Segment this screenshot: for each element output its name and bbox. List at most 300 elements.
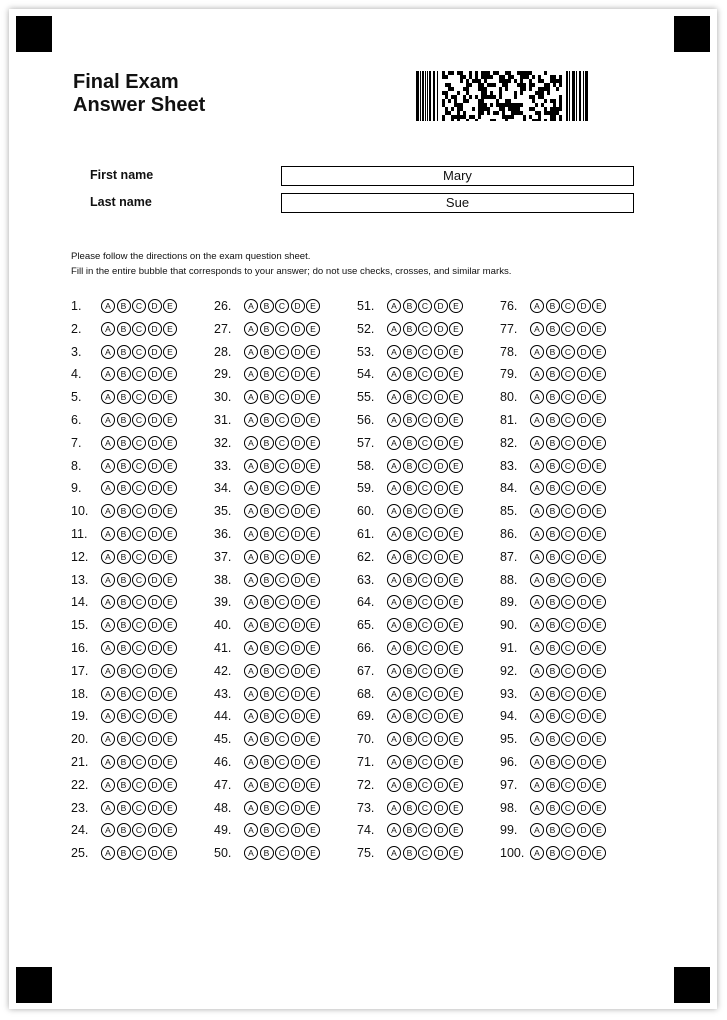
- answer-bubble-d[interactable]: D: [291, 573, 305, 587]
- answer-bubble-d[interactable]: D: [148, 436, 162, 450]
- answer-bubble-d[interactable]: D: [148, 778, 162, 792]
- answer-bubble-d[interactable]: D: [434, 481, 448, 495]
- answer-bubble-b[interactable]: B: [117, 299, 131, 313]
- answer-bubble-c[interactable]: C: [418, 413, 432, 427]
- answer-bubble-b[interactable]: B: [403, 481, 417, 495]
- answer-bubble-a[interactable]: A: [101, 550, 115, 564]
- answer-bubble-e[interactable]: E: [306, 709, 320, 723]
- answer-bubble-d[interactable]: D: [148, 481, 162, 495]
- answer-bubble-a[interactable]: A: [530, 823, 544, 837]
- answer-bubble-b[interactable]: B: [117, 823, 131, 837]
- answer-bubble-d[interactable]: D: [148, 550, 162, 564]
- answer-bubble-d[interactable]: D: [434, 550, 448, 564]
- answer-bubble-e[interactable]: E: [449, 390, 463, 404]
- answer-bubble-b[interactable]: B: [260, 687, 274, 701]
- answer-bubble-a[interactable]: A: [387, 550, 401, 564]
- answer-bubble-a[interactable]: A: [244, 778, 258, 792]
- answer-bubble-a[interactable]: A: [244, 459, 258, 473]
- answer-bubble-a[interactable]: A: [101, 299, 115, 313]
- answer-bubble-c[interactable]: C: [561, 709, 575, 723]
- answer-bubble-c[interactable]: C: [418, 709, 432, 723]
- answer-bubble-d[interactable]: D: [148, 823, 162, 837]
- answer-bubble-a[interactable]: A: [530, 709, 544, 723]
- answer-bubble-a[interactable]: A: [101, 413, 115, 427]
- answer-bubble-e[interactable]: E: [592, 550, 606, 564]
- answer-bubble-d[interactable]: D: [291, 823, 305, 837]
- answer-bubble-b[interactable]: B: [403, 709, 417, 723]
- answer-bubble-b[interactable]: B: [546, 367, 560, 381]
- answer-bubble-a[interactable]: A: [530, 595, 544, 609]
- answer-bubble-c[interactable]: C: [132, 527, 146, 541]
- answer-bubble-d[interactable]: D: [291, 299, 305, 313]
- answer-bubble-d[interactable]: D: [291, 413, 305, 427]
- answer-bubble-c[interactable]: C: [275, 732, 289, 746]
- answer-bubble-d[interactable]: D: [577, 322, 591, 336]
- answer-bubble-d[interactable]: D: [148, 732, 162, 746]
- answer-bubble-a[interactable]: A: [530, 481, 544, 495]
- answer-bubble-d[interactable]: D: [434, 527, 448, 541]
- answer-bubble-e[interactable]: E: [592, 641, 606, 655]
- answer-bubble-d[interactable]: D: [577, 664, 591, 678]
- answer-bubble-a[interactable]: A: [101, 664, 115, 678]
- answer-bubble-c[interactable]: C: [561, 481, 575, 495]
- answer-bubble-b[interactable]: B: [260, 436, 274, 450]
- answer-bubble-b[interactable]: B: [117, 801, 131, 815]
- answer-bubble-d[interactable]: D: [434, 595, 448, 609]
- answer-bubble-e[interactable]: E: [592, 345, 606, 359]
- answer-bubble-b[interactable]: B: [117, 732, 131, 746]
- answer-bubble-a[interactable]: A: [387, 595, 401, 609]
- answer-bubble-b[interactable]: B: [117, 459, 131, 473]
- answer-bubble-c[interactable]: C: [132, 550, 146, 564]
- answer-bubble-d[interactable]: D: [148, 846, 162, 860]
- answer-bubble-d[interactable]: D: [148, 390, 162, 404]
- answer-bubble-e[interactable]: E: [592, 459, 606, 473]
- answer-bubble-e[interactable]: E: [592, 709, 606, 723]
- answer-bubble-b[interactable]: B: [260, 504, 274, 518]
- answer-bubble-d[interactable]: D: [148, 322, 162, 336]
- answer-bubble-e[interactable]: E: [449, 778, 463, 792]
- answer-bubble-d[interactable]: D: [434, 618, 448, 632]
- answer-bubble-a[interactable]: A: [101, 641, 115, 655]
- answer-bubble-e[interactable]: E: [163, 687, 177, 701]
- answer-bubble-b[interactable]: B: [403, 390, 417, 404]
- answer-bubble-c[interactable]: C: [418, 618, 432, 632]
- answer-bubble-b[interactable]: B: [260, 527, 274, 541]
- answer-bubble-e[interactable]: E: [449, 641, 463, 655]
- answer-bubble-a[interactable]: A: [530, 550, 544, 564]
- answer-bubble-c[interactable]: C: [561, 322, 575, 336]
- answer-bubble-d[interactable]: D: [434, 573, 448, 587]
- answer-bubble-b[interactable]: B: [546, 664, 560, 678]
- answer-bubble-a[interactable]: A: [101, 846, 115, 860]
- answer-bubble-d[interactable]: D: [577, 573, 591, 587]
- answer-bubble-b[interactable]: B: [117, 641, 131, 655]
- answer-bubble-d[interactable]: D: [577, 436, 591, 450]
- answer-bubble-a[interactable]: A: [530, 618, 544, 632]
- answer-bubble-e[interactable]: E: [306, 823, 320, 837]
- answer-bubble-e[interactable]: E: [449, 595, 463, 609]
- answer-bubble-d[interactable]: D: [577, 481, 591, 495]
- answer-bubble-c[interactable]: C: [561, 778, 575, 792]
- answer-bubble-e[interactable]: E: [163, 732, 177, 746]
- answer-bubble-c[interactable]: C: [418, 367, 432, 381]
- answer-bubble-d[interactable]: D: [148, 618, 162, 632]
- answer-bubble-a[interactable]: A: [387, 732, 401, 746]
- answer-bubble-b[interactable]: B: [260, 550, 274, 564]
- answer-bubble-a[interactable]: A: [530, 436, 544, 450]
- answer-bubble-b[interactable]: B: [260, 778, 274, 792]
- answer-bubble-b[interactable]: B: [546, 846, 560, 860]
- answer-bubble-e[interactable]: E: [163, 573, 177, 587]
- answer-bubble-c[interactable]: C: [418, 687, 432, 701]
- answer-bubble-a[interactable]: A: [244, 390, 258, 404]
- answer-bubble-b[interactable]: B: [260, 709, 274, 723]
- answer-bubble-e[interactable]: E: [449, 618, 463, 632]
- answer-bubble-d[interactable]: D: [434, 732, 448, 746]
- answer-bubble-c[interactable]: C: [418, 459, 432, 473]
- answer-bubble-c[interactable]: C: [275, 390, 289, 404]
- answer-bubble-d[interactable]: D: [148, 709, 162, 723]
- answer-bubble-e[interactable]: E: [592, 436, 606, 450]
- answer-bubble-b[interactable]: B: [260, 413, 274, 427]
- answer-bubble-e[interactable]: E: [163, 801, 177, 815]
- answer-bubble-d[interactable]: D: [291, 801, 305, 815]
- answer-bubble-a[interactable]: A: [530, 413, 544, 427]
- answer-bubble-d[interactable]: D: [434, 687, 448, 701]
- answer-bubble-b[interactable]: B: [260, 846, 274, 860]
- answer-bubble-d[interactable]: D: [434, 641, 448, 655]
- answer-bubble-b[interactable]: B: [546, 413, 560, 427]
- answer-bubble-b[interactable]: B: [403, 367, 417, 381]
- answer-bubble-e[interactable]: E: [306, 390, 320, 404]
- answer-bubble-e[interactable]: E: [306, 436, 320, 450]
- answer-bubble-b[interactable]: B: [117, 664, 131, 678]
- answer-bubble-d[interactable]: D: [148, 755, 162, 769]
- answer-bubble-e[interactable]: E: [163, 481, 177, 495]
- answer-bubble-c[interactable]: C: [561, 573, 575, 587]
- answer-bubble-d[interactable]: D: [148, 664, 162, 678]
- answer-bubble-c[interactable]: C: [561, 755, 575, 769]
- answer-bubble-d[interactable]: D: [291, 367, 305, 381]
- answer-bubble-d[interactable]: D: [291, 664, 305, 678]
- answer-bubble-a[interactable]: A: [387, 823, 401, 837]
- answer-bubble-b[interactable]: B: [546, 618, 560, 632]
- answer-bubble-a[interactable]: A: [101, 618, 115, 632]
- answer-bubble-c[interactable]: C: [275, 641, 289, 655]
- answer-bubble-e[interactable]: E: [592, 390, 606, 404]
- answer-bubble-a[interactable]: A: [244, 801, 258, 815]
- answer-bubble-d[interactable]: D: [148, 299, 162, 313]
- answer-bubble-a[interactable]: A: [530, 846, 544, 860]
- answer-bubble-a[interactable]: A: [387, 664, 401, 678]
- answer-bubble-e[interactable]: E: [449, 755, 463, 769]
- answer-bubble-c[interactable]: C: [561, 390, 575, 404]
- answer-bubble-b[interactable]: B: [117, 413, 131, 427]
- answer-bubble-e[interactable]: E: [306, 481, 320, 495]
- answer-bubble-c[interactable]: C: [132, 641, 146, 655]
- answer-bubble-c[interactable]: C: [132, 367, 146, 381]
- answer-bubble-b[interactable]: B: [546, 573, 560, 587]
- answer-bubble-d[interactable]: D: [577, 367, 591, 381]
- answer-bubble-a[interactable]: A: [530, 367, 544, 381]
- answer-bubble-c[interactable]: C: [561, 436, 575, 450]
- answer-bubble-b[interactable]: B: [260, 573, 274, 587]
- answer-bubble-e[interactable]: E: [306, 595, 320, 609]
- answer-bubble-d[interactable]: D: [577, 778, 591, 792]
- answer-bubble-b[interactable]: B: [117, 687, 131, 701]
- answer-bubble-c[interactable]: C: [561, 801, 575, 815]
- answer-bubble-c[interactable]: C: [132, 299, 146, 313]
- answer-bubble-d[interactable]: D: [291, 436, 305, 450]
- answer-bubble-c[interactable]: C: [275, 504, 289, 518]
- answer-bubble-b[interactable]: B: [403, 801, 417, 815]
- answer-bubble-d[interactable]: D: [577, 641, 591, 655]
- answer-bubble-a[interactable]: A: [101, 778, 115, 792]
- answer-bubble-e[interactable]: E: [306, 573, 320, 587]
- answer-bubble-d[interactable]: D: [291, 709, 305, 723]
- answer-bubble-e[interactable]: E: [306, 618, 320, 632]
- answer-bubble-a[interactable]: A: [101, 823, 115, 837]
- answer-bubble-e[interactable]: E: [592, 573, 606, 587]
- answer-bubble-d[interactable]: D: [434, 504, 448, 518]
- answer-bubble-b[interactable]: B: [546, 459, 560, 473]
- answer-bubble-b[interactable]: B: [260, 367, 274, 381]
- answer-bubble-a[interactable]: A: [244, 504, 258, 518]
- answer-bubble-b[interactable]: B: [117, 618, 131, 632]
- answer-bubble-a[interactable]: A: [530, 573, 544, 587]
- answer-bubble-c[interactable]: C: [418, 641, 432, 655]
- answer-bubble-e[interactable]: E: [306, 664, 320, 678]
- answer-bubble-e[interactable]: E: [449, 481, 463, 495]
- answer-bubble-e[interactable]: E: [306, 801, 320, 815]
- answer-bubble-d[interactable]: D: [291, 732, 305, 746]
- answer-bubble-e[interactable]: E: [163, 527, 177, 541]
- answer-bubble-d[interactable]: D: [434, 755, 448, 769]
- answer-bubble-b[interactable]: B: [546, 322, 560, 336]
- answer-bubble-d[interactable]: D: [577, 299, 591, 313]
- answer-bubble-c[interactable]: C: [275, 709, 289, 723]
- answer-bubble-a[interactable]: A: [244, 413, 258, 427]
- answer-bubble-e[interactable]: E: [163, 459, 177, 473]
- answer-bubble-d[interactable]: D: [434, 846, 448, 860]
- answer-bubble-b[interactable]: B: [117, 846, 131, 860]
- answer-bubble-b[interactable]: B: [117, 390, 131, 404]
- answer-bubble-a[interactable]: A: [530, 641, 544, 655]
- answer-bubble-c[interactable]: C: [418, 345, 432, 359]
- answer-bubble-e[interactable]: E: [163, 390, 177, 404]
- answer-bubble-d[interactable]: D: [434, 436, 448, 450]
- answer-bubble-b[interactable]: B: [117, 595, 131, 609]
- answer-bubble-b[interactable]: B: [546, 732, 560, 746]
- answer-bubble-a[interactable]: A: [387, 345, 401, 359]
- answer-bubble-b[interactable]: B: [117, 322, 131, 336]
- answer-bubble-e[interactable]: E: [306, 367, 320, 381]
- answer-bubble-d[interactable]: D: [434, 299, 448, 313]
- answer-bubble-e[interactable]: E: [306, 527, 320, 541]
- answer-bubble-a[interactable]: A: [244, 664, 258, 678]
- answer-bubble-c[interactable]: C: [418, 436, 432, 450]
- answer-bubble-b[interactable]: B: [260, 481, 274, 495]
- answer-bubble-b[interactable]: B: [260, 390, 274, 404]
- answer-bubble-d[interactable]: D: [291, 481, 305, 495]
- answer-bubble-b[interactable]: B: [260, 299, 274, 313]
- answer-bubble-e[interactable]: E: [449, 709, 463, 723]
- answer-bubble-e[interactable]: E: [449, 413, 463, 427]
- answer-bubble-c[interactable]: C: [561, 732, 575, 746]
- answer-bubble-e[interactable]: E: [163, 413, 177, 427]
- answer-bubble-a[interactable]: A: [244, 709, 258, 723]
- answer-bubble-b[interactable]: B: [546, 823, 560, 837]
- answer-bubble-b[interactable]: B: [403, 687, 417, 701]
- answer-bubble-a[interactable]: A: [387, 618, 401, 632]
- answer-bubble-a[interactable]: A: [387, 504, 401, 518]
- answer-bubble-e[interactable]: E: [592, 504, 606, 518]
- answer-bubble-a[interactable]: A: [387, 436, 401, 450]
- answer-bubble-a[interactable]: A: [244, 846, 258, 860]
- answer-bubble-c[interactable]: C: [132, 755, 146, 769]
- answer-bubble-d[interactable]: D: [434, 709, 448, 723]
- answer-bubble-d[interactable]: D: [577, 801, 591, 815]
- answer-bubble-d[interactable]: D: [434, 823, 448, 837]
- answer-bubble-e[interactable]: E: [449, 345, 463, 359]
- answer-bubble-a[interactable]: A: [530, 504, 544, 518]
- answer-bubble-d[interactable]: D: [148, 345, 162, 359]
- answer-bubble-d[interactable]: D: [577, 550, 591, 564]
- answer-bubble-d[interactable]: D: [577, 755, 591, 769]
- answer-bubble-a[interactable]: A: [387, 527, 401, 541]
- answer-bubble-d[interactable]: D: [291, 846, 305, 860]
- answer-bubble-e[interactable]: E: [449, 664, 463, 678]
- answer-bubble-e[interactable]: E: [592, 413, 606, 427]
- answer-bubble-e[interactable]: E: [306, 345, 320, 359]
- answer-bubble-d[interactable]: D: [577, 413, 591, 427]
- answer-bubble-c[interactable]: C: [561, 504, 575, 518]
- answer-bubble-e[interactable]: E: [306, 755, 320, 769]
- answer-bubble-a[interactable]: A: [387, 687, 401, 701]
- answer-bubble-c[interactable]: C: [275, 413, 289, 427]
- answer-bubble-a[interactable]: A: [530, 322, 544, 336]
- answer-bubble-d[interactable]: D: [291, 550, 305, 564]
- answer-bubble-c[interactable]: C: [132, 322, 146, 336]
- answer-bubble-a[interactable]: A: [387, 709, 401, 723]
- answer-bubble-a[interactable]: A: [244, 550, 258, 564]
- answer-bubble-e[interactable]: E: [592, 823, 606, 837]
- answer-bubble-a[interactable]: A: [530, 390, 544, 404]
- answer-bubble-e[interactable]: E: [163, 664, 177, 678]
- answer-bubble-d[interactable]: D: [148, 687, 162, 701]
- answer-bubble-d[interactable]: D: [291, 459, 305, 473]
- answer-bubble-c[interactable]: C: [418, 299, 432, 313]
- answer-bubble-c[interactable]: C: [275, 846, 289, 860]
- answer-bubble-b[interactable]: B: [403, 778, 417, 792]
- answer-bubble-e[interactable]: E: [449, 459, 463, 473]
- answer-bubble-c[interactable]: C: [275, 459, 289, 473]
- answer-bubble-e[interactable]: E: [449, 322, 463, 336]
- answer-bubble-b[interactable]: B: [260, 641, 274, 655]
- answer-bubble-a[interactable]: A: [387, 573, 401, 587]
- answer-bubble-a[interactable]: A: [101, 390, 115, 404]
- answer-bubble-c[interactable]: C: [561, 527, 575, 541]
- answer-bubble-c[interactable]: C: [275, 595, 289, 609]
- answer-bubble-c[interactable]: C: [132, 390, 146, 404]
- answer-bubble-e[interactable]: E: [306, 299, 320, 313]
- answer-bubble-c[interactable]: C: [132, 504, 146, 518]
- answer-bubble-a[interactable]: A: [244, 527, 258, 541]
- answer-bubble-d[interactable]: D: [148, 504, 162, 518]
- answer-bubble-a[interactable]: A: [530, 527, 544, 541]
- answer-bubble-e[interactable]: E: [449, 846, 463, 860]
- answer-bubble-d[interactable]: D: [434, 390, 448, 404]
- answer-bubble-b[interactable]: B: [546, 778, 560, 792]
- answer-bubble-e[interactable]: E: [592, 732, 606, 746]
- answer-bubble-e[interactable]: E: [592, 367, 606, 381]
- answer-bubble-c[interactable]: C: [561, 459, 575, 473]
- answer-bubble-b[interactable]: B: [260, 322, 274, 336]
- answer-bubble-c[interactable]: C: [132, 801, 146, 815]
- answer-bubble-c[interactable]: C: [561, 687, 575, 701]
- answer-bubble-d[interactable]: D: [577, 595, 591, 609]
- answer-bubble-a[interactable]: A: [244, 299, 258, 313]
- answer-bubble-c[interactable]: C: [275, 823, 289, 837]
- answer-bubble-c[interactable]: C: [275, 573, 289, 587]
- answer-bubble-d[interactable]: D: [577, 459, 591, 473]
- answer-bubble-b[interactable]: B: [403, 527, 417, 541]
- answer-bubble-e[interactable]: E: [449, 527, 463, 541]
- answer-bubble-d[interactable]: D: [291, 322, 305, 336]
- answer-bubble-d[interactable]: D: [148, 527, 162, 541]
- answer-bubble-b[interactable]: B: [403, 732, 417, 746]
- answer-bubble-b[interactable]: B: [403, 436, 417, 450]
- answer-bubble-c[interactable]: C: [561, 618, 575, 632]
- answer-bubble-b[interactable]: B: [117, 481, 131, 495]
- answer-bubble-b[interactable]: B: [403, 846, 417, 860]
- answer-bubble-c[interactable]: C: [275, 527, 289, 541]
- answer-bubble-a[interactable]: A: [387, 413, 401, 427]
- answer-bubble-a[interactable]: A: [530, 801, 544, 815]
- answer-bubble-a[interactable]: A: [101, 322, 115, 336]
- answer-bubble-d[interactable]: D: [577, 846, 591, 860]
- answer-bubble-a[interactable]: A: [244, 618, 258, 632]
- answer-bubble-d[interactable]: D: [291, 595, 305, 609]
- answer-bubble-b[interactable]: B: [403, 550, 417, 564]
- answer-bubble-d[interactable]: D: [577, 732, 591, 746]
- answer-bubble-a[interactable]: A: [101, 459, 115, 473]
- answer-bubble-c[interactable]: C: [132, 778, 146, 792]
- answer-bubble-c[interactable]: C: [132, 846, 146, 860]
- answer-bubble-e[interactable]: E: [592, 322, 606, 336]
- answer-bubble-b[interactable]: B: [403, 413, 417, 427]
- answer-bubble-a[interactable]: A: [387, 778, 401, 792]
- answer-bubble-b[interactable]: B: [546, 687, 560, 701]
- answer-bubble-b[interactable]: B: [260, 664, 274, 678]
- answer-bubble-c[interactable]: C: [418, 778, 432, 792]
- answer-bubble-d[interactable]: D: [148, 573, 162, 587]
- answer-bubble-d[interactable]: D: [291, 778, 305, 792]
- answer-bubble-c[interactable]: C: [561, 846, 575, 860]
- answer-bubble-c[interactable]: C: [418, 846, 432, 860]
- answer-bubble-e[interactable]: E: [592, 687, 606, 701]
- answer-bubble-b[interactable]: B: [117, 709, 131, 723]
- answer-bubble-b[interactable]: B: [403, 664, 417, 678]
- answer-bubble-b[interactable]: B: [546, 801, 560, 815]
- answer-bubble-c[interactable]: C: [275, 367, 289, 381]
- answer-bubble-e[interactable]: E: [449, 299, 463, 313]
- answer-bubble-c[interactable]: C: [561, 299, 575, 313]
- answer-bubble-a[interactable]: A: [101, 527, 115, 541]
- answer-bubble-a[interactable]: A: [387, 459, 401, 473]
- answer-bubble-e[interactable]: E: [449, 732, 463, 746]
